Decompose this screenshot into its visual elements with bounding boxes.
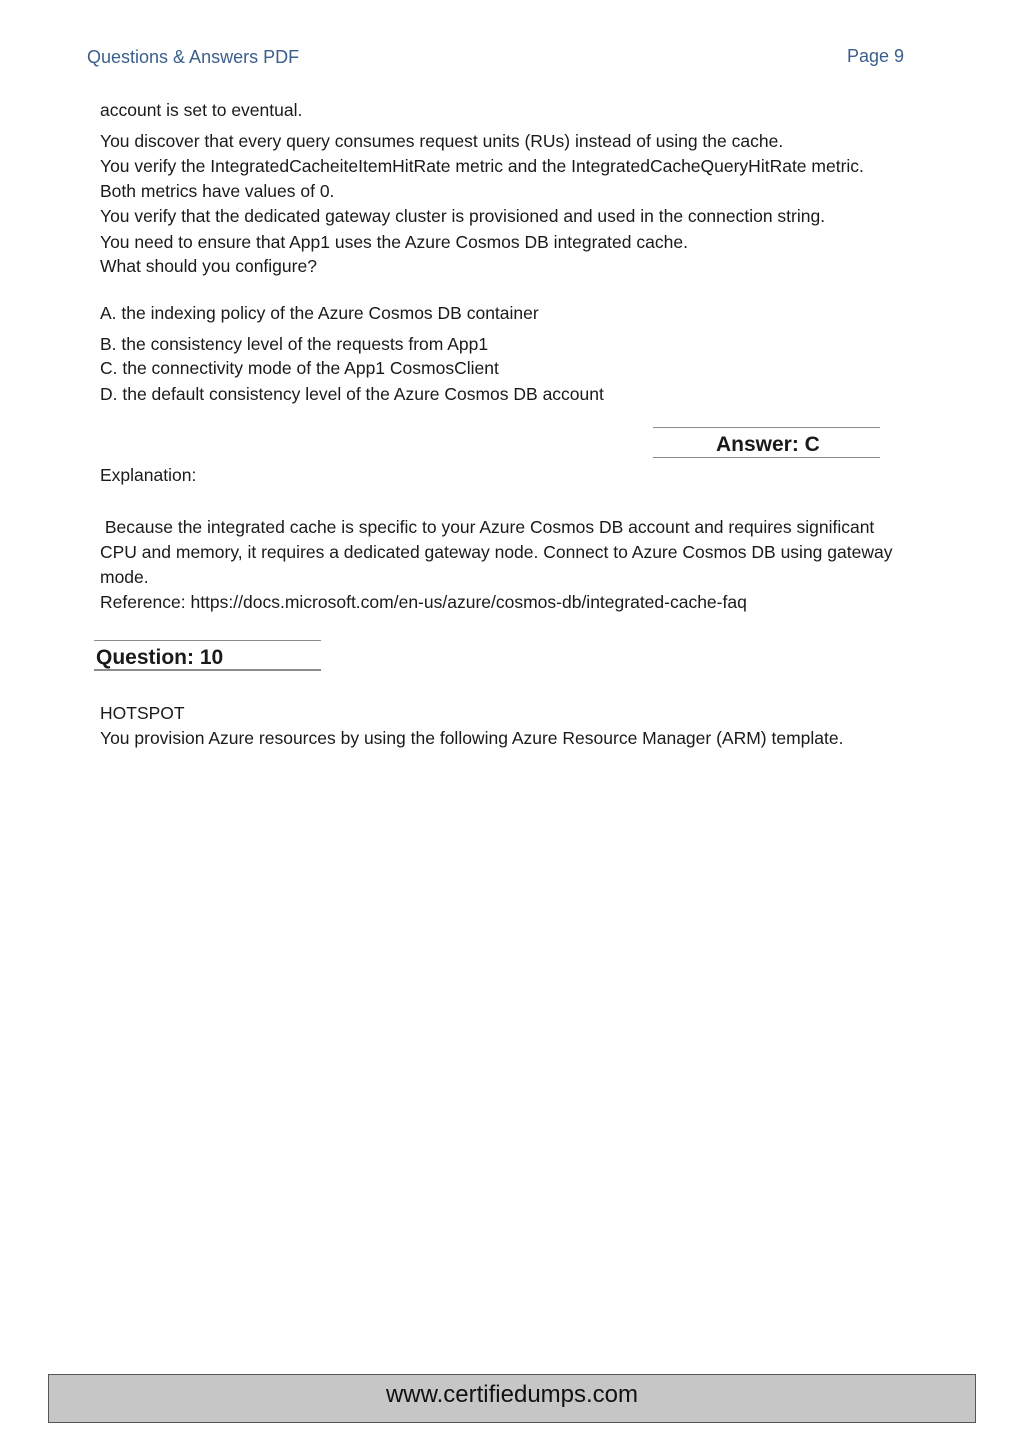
explanation-line: mode. (100, 567, 149, 587)
question-text-line: You verify that the dedicated gateway cluster is provisioned and used in the connection string. (100, 206, 826, 226)
question-title: Question: 10 (96, 646, 224, 669)
question-bottom-rule (94, 669, 321, 671)
answer-label: Answer: C (716, 433, 820, 456)
answer-bottom-rule (653, 457, 880, 458)
question-text-line: You provision Azure resources by using the following Azure Resource Manager (ARM) template. (100, 728, 844, 748)
explanation-line: Because the integrated cache is specific to your Azure Cosmos DB account and requires significant (100, 517, 875, 537)
question-top-rule (94, 640, 321, 641)
question-text-line: You discover that every query consumes request units (RUs) instead of using the cache. (100, 131, 784, 151)
footer-banner (48, 1374, 976, 1423)
question-prompt: What should you configure? (100, 256, 317, 276)
question-type: HOTSPOT (100, 703, 185, 723)
option-a: A. the indexing policy of the Azure Cosmos DB container (100, 303, 539, 323)
page-number: Page 9 (847, 46, 905, 66)
question-text-line: You need to ensure that App1 uses the Azure Cosmos DB integrated cache. (100, 232, 688, 252)
footer-site: www.certifiedumps.com (385, 1381, 639, 1408)
question-text-line: You verify the IntegratedCacheiteItemHitRate metric and the IntegratedCacheQueryHitRate metric. (100, 156, 864, 176)
explanation-line: CPU and memory, it requires a dedicated gateway node. Connect to Azure Cosmos DB using gateway (100, 542, 893, 562)
reference-line: Reference: https://docs.microsoft.com/en-us/azure/cosmos-db/integrated-cache-faq (100, 592, 747, 612)
question-text-line: account is set to eventual. (100, 100, 303, 120)
option-d: D. the default consistency level of the Azure Cosmos DB account (100, 384, 604, 404)
option-b: B. the consistency level of the requests from App1 (100, 334, 489, 354)
question-text-line: Both metrics have values of 0. (100, 181, 335, 201)
option-c: C. the connectivity mode of the App1 CosmosClient (100, 358, 499, 378)
document-title: Questions & Answers PDF (87, 47, 300, 67)
answer-top-rule (653, 427, 880, 428)
explanation-label: Explanation: (100, 465, 197, 485)
